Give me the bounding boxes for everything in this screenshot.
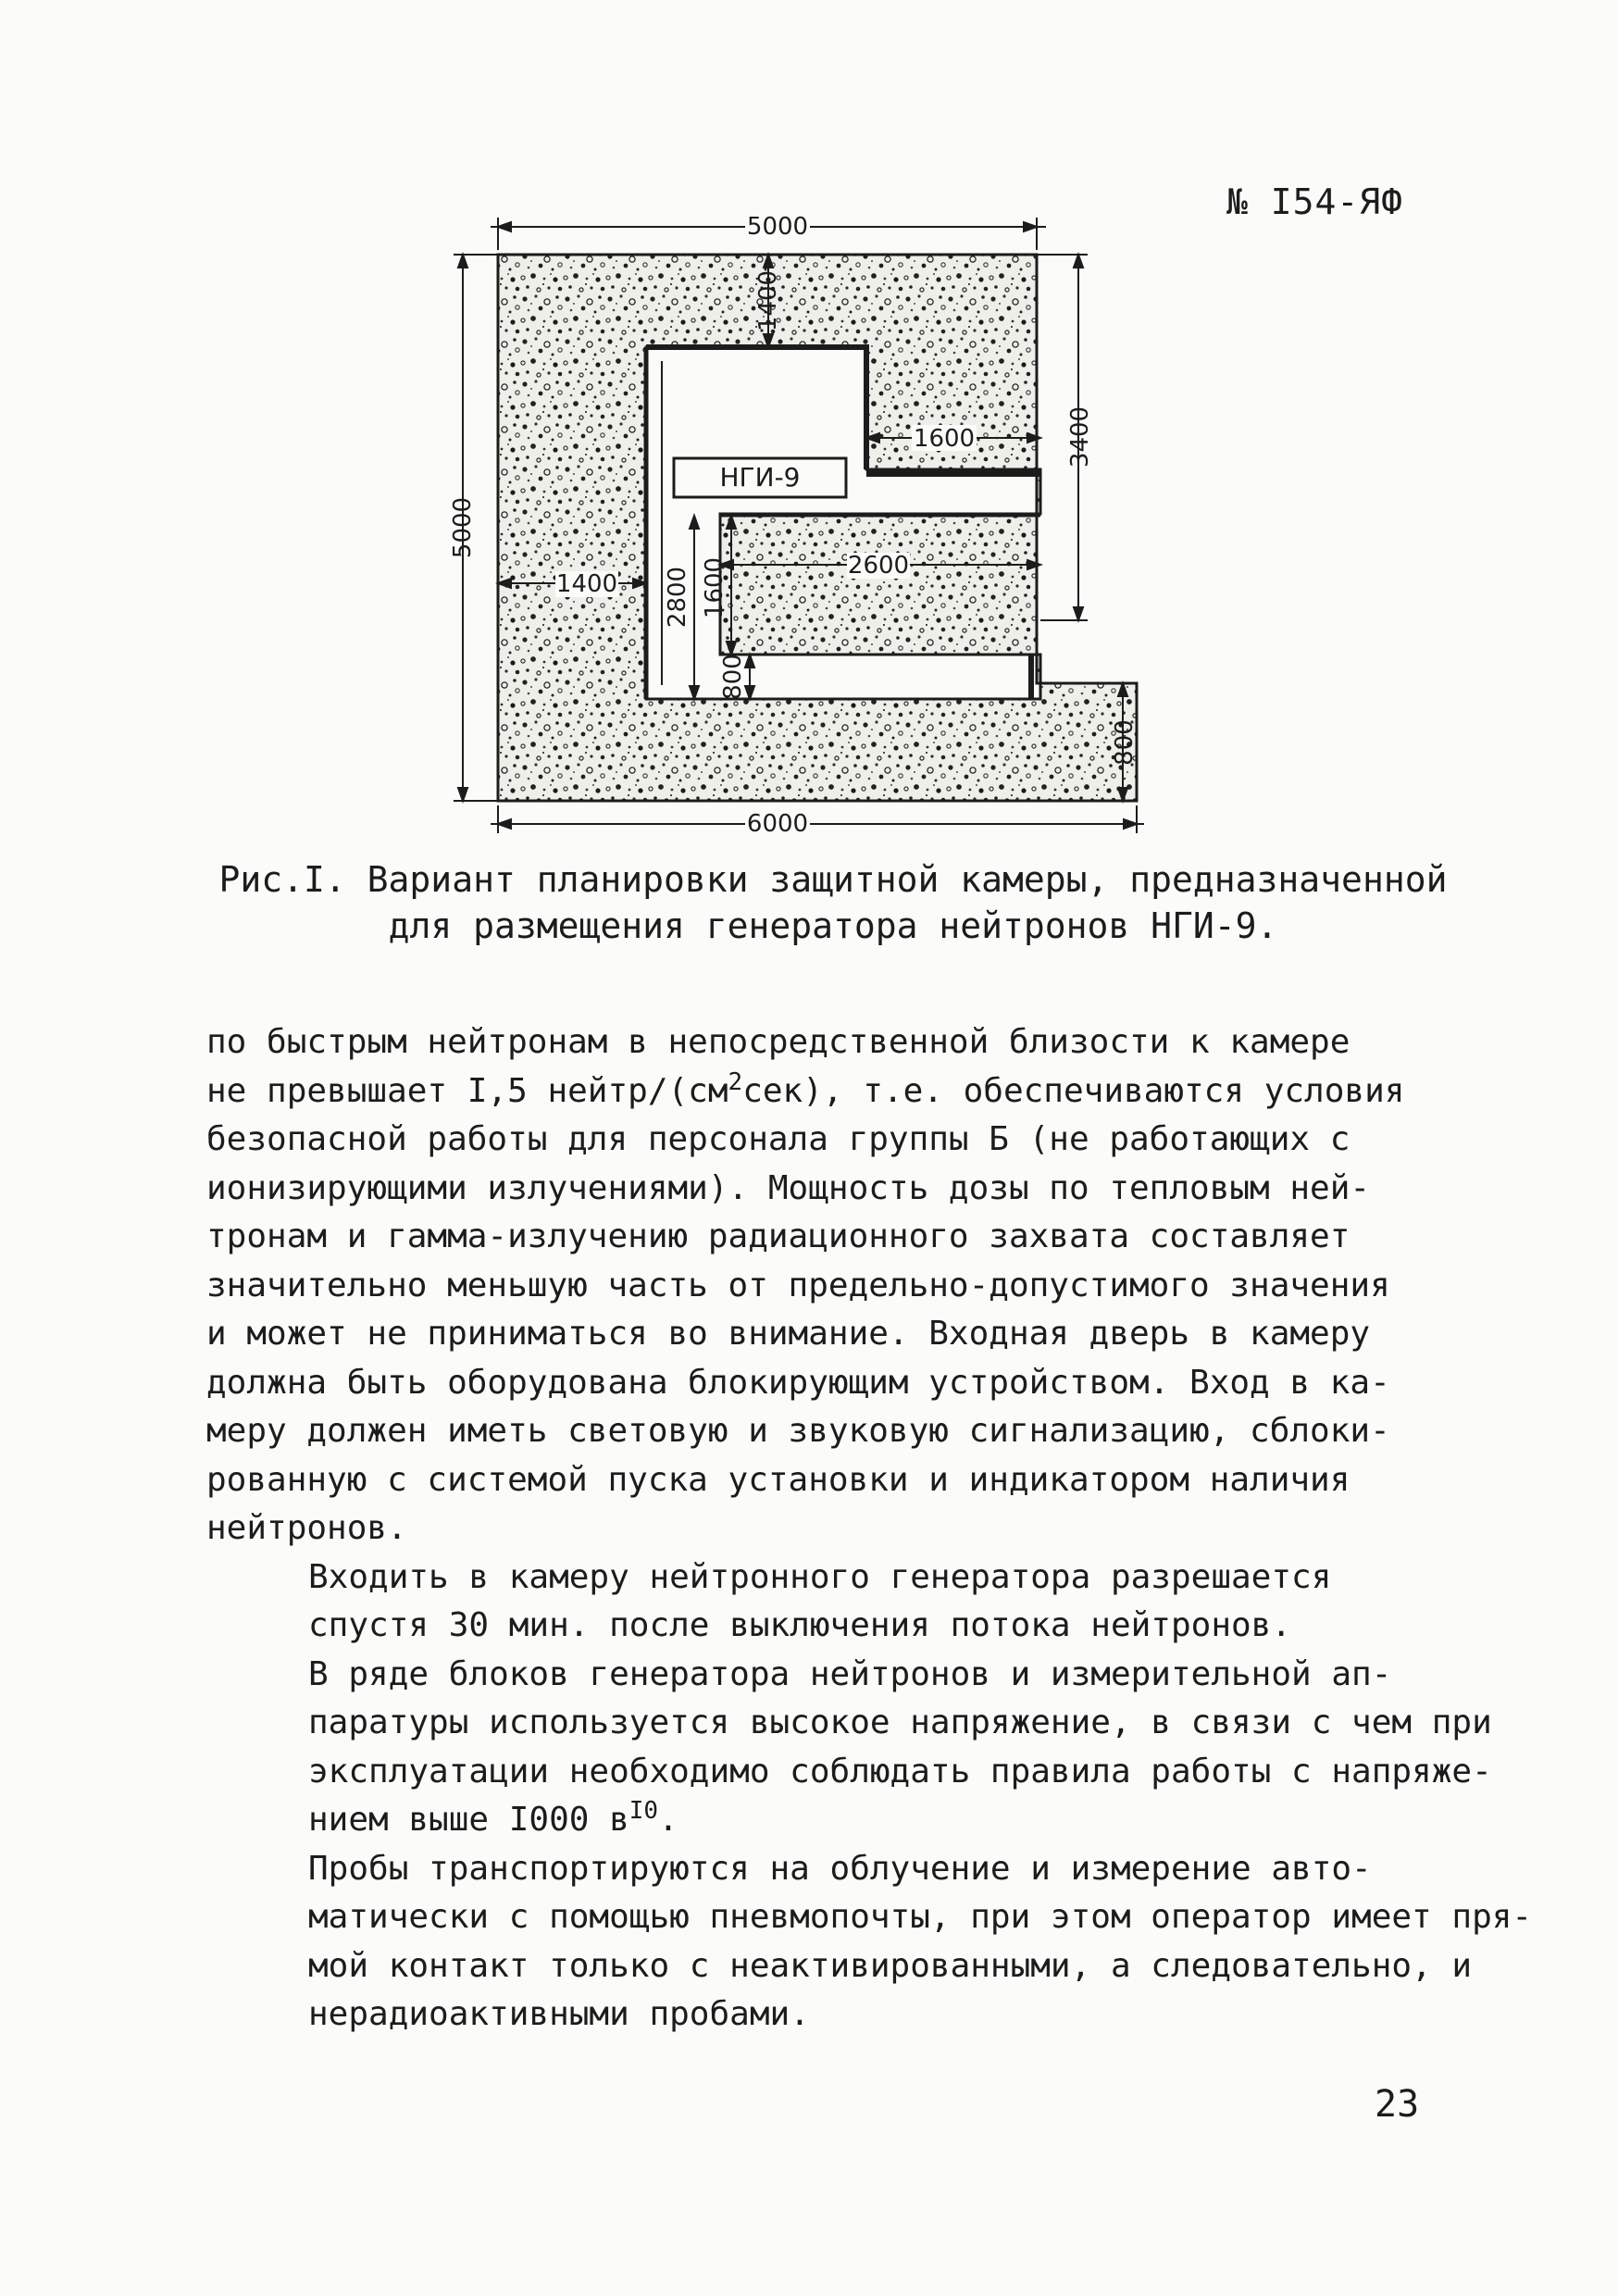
text-line: меру должен иметь световую и звуковую сигнализацию, сблоки-	[206, 1412, 1390, 1450]
text-line: нерадиоактивными пробами.	[308, 1995, 810, 2033]
text-line: паратуры используется высокое напряжение, в связи с чем при	[308, 1703, 1492, 1741]
dim-left-wall: 1400	[555, 570, 618, 598]
superscript: I0	[629, 1797, 659, 1825]
text-line: мой контакт только с неактивированными, а следовательно, и	[308, 1946, 1473, 1985]
dim-right-wall: 1600	[913, 425, 976, 453]
paragraph-4	[206, 1845, 1533, 2040]
text-line: тронам и гамма-излучению радиационного захвата составляет	[206, 1217, 1350, 1255]
caption-line-2: для размещения генератора нейтронов НГИ-9.	[388, 905, 1278, 946]
dim-top-width: 5000	[746, 213, 809, 241]
caption-line-1: Рис.I. Вариант планировки защитной камеры, предназначенной	[218, 859, 1448, 900]
dim-bottom-wall: 800	[1111, 719, 1139, 766]
text-line: спустя 30 мин. после выключения потока нейтронов.	[308, 1606, 1292, 1644]
dim-partition: 2600	[847, 552, 910, 580]
text-line	[206, 1796, 1428, 1845]
dim-right-height: 3400	[1066, 406, 1094, 468]
figure-caption	[185, 856, 1481, 949]
paragraph-3	[206, 1651, 1492, 1845]
text-fragment: не превышает I,5 нейтр/(см	[206, 1071, 728, 1110]
text-line: Пробы транспортируются на облучение и измерение авто-	[308, 1849, 1372, 1888]
paragraph-2	[206, 1554, 1428, 1651]
text-line: значительно меньшую часть от предельно-допустимого значения	[206, 1266, 1390, 1304]
text-line: по быстрым нейтронам в непосредственной близости к камере	[206, 1023, 1350, 1061]
text-line: должна быть оборудована блокирующим устройством. Вход в ка-	[206, 1363, 1390, 1402]
dim-bottom-width: 6000	[746, 810, 809, 838]
concrete-wall	[498, 255, 1137, 801]
text-line: В ряде блоков генератора нейтронов и измерительной ап-	[308, 1654, 1392, 1693]
dim-door-height: 800	[719, 654, 747, 700]
paragraph-1	[206, 1018, 1428, 1554]
document-number: № I54-ЯФ	[1226, 181, 1404, 222]
body-text	[206, 1018, 1533, 2040]
text-line: и может не приниматься во внимание. Входная дверь в камеру	[206, 1315, 1371, 1353]
floor-plan-drawing	[435, 208, 1194, 856]
text-fragment: сек), т.е. обеспечиваются условия	[742, 1071, 1405, 1110]
text-fragment: .	[658, 1801, 678, 1839]
dim-room-height: 2800	[664, 566, 691, 629]
text-line: ионизирующими излучениями). Мощность дозы по тепловым ней-	[206, 1168, 1371, 1207]
text-line	[206, 1067, 1428, 1117]
text-line: рованную с системой пуска установки и индикатором наличия	[206, 1460, 1350, 1499]
page-number: 23	[1375, 2083, 1420, 2126]
superscript: 2	[728, 1067, 743, 1096]
generator-label: НГИ-9	[719, 462, 801, 493]
text-line: безопасной работы для персонала группы Б (не работающих с	[206, 1120, 1350, 1158]
text-line: Входить в камеру нейтронного генератора разрешается	[308, 1557, 1332, 1596]
dim-top-wall: 1400	[754, 269, 782, 332]
text-line: нейтронов.	[206, 1509, 407, 1547]
text-fragment: нием выше I000 в	[308, 1801, 629, 1839]
dim-left-height: 5000	[449, 496, 477, 559]
text-line: матически с помощью пневмопочты, при этом оператор имеет пря-	[308, 1898, 1533, 1936]
dim-inner-height: 1600	[701, 556, 728, 619]
text-line: эксплуатации необходимо соблюдать правила работы с напряже-	[308, 1752, 1492, 1791]
